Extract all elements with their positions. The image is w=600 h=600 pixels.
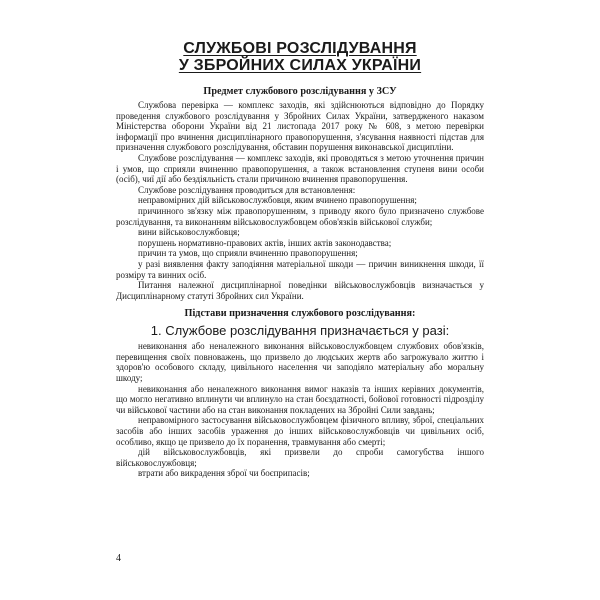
- list-item: вини військовослужбовця;: [138, 227, 240, 238]
- document-title: [116, 40, 484, 74]
- section-heading-grounds: Підстави призначення службового розслідування:: [184, 308, 416, 320]
- list-item: причин та умов, що сприяли вчиненню правопорушення;: [138, 248, 358, 259]
- title-line-1: СЛУЖБОВІ РОЗСЛІДУВАННЯ: [183, 40, 417, 57]
- list-item: у разі виявлення факту заподіяння матеріальної шкоди — причин виникнення шкоди, її розміру та винних осіб.: [116, 258, 484, 280]
- list-item: неправомірного застосування військовослужбовцем фізичного впливу, зброї, спеціальних засобів або інших засобів ураження до інших військовослужбовців чи цивільних осіб, особливо, якщо це призвело до їх поранення, травмування або смерті;: [116, 415, 484, 447]
- numbered-heading: 1. Службове розслідування призначається у разі:: [150, 323, 450, 339]
- paragraph: Службове розслідування проводиться для встановлення:: [138, 184, 356, 195]
- section-heading-subject: Предмет службового розслідування у ЗСУ: [203, 86, 397, 97]
- list-item: втрати або викрадення зброї чи боєприпасів;: [138, 468, 310, 479]
- list-item: неправомірних дій військовослужбовця, яким вчинено правопорушення;: [138, 195, 417, 206]
- paragraph: Службове розслідування — комплекс заходів, які проводяться з метою уточнення причин і умов, що сприяли вчиненню правопорушення, а також встановлення ступеня вини особи (осіб), чиї дії або бездіяльність стали причиною вчинення правопорушення.: [116, 152, 484, 185]
- list-item: невиконання або неналежного виконання військовослужбовцем службових обов'язків, перевищення своїх повноважень, що призвело до людських жертв або загрожувало життю і здоров'ю особового складу, цивільного населення чи заподіяло матеріальну або моральну шкоду;: [116, 341, 484, 384]
- list-item: дій військовослужбовців, які призвели до спроби самогубства іншого військовослужбовця;: [116, 447, 484, 468]
- list-item: невиконання або неналежного виконання вимог наказів та інших керівних документів, що могло негативно вплинути чи вплинуло на стан боєздатності, бойової готовності підрозділу чи військової частини або на стан виконання покладених на Збройні Сили завдань;: [116, 383, 484, 415]
- paragraph: Питання належної дисциплінарної поведінки військовослужбовців визначається у Дисциплінарному статуті Збройних сил України.: [116, 280, 484, 301]
- list-item: причинного зв'язку між правопорушенням, з приводу якого було призначено службове розслідування, та виконанням військовослужбовцем обов'язків військової служби;: [116, 205, 484, 227]
- title-line-2: У ЗБРОЙНИХ СИЛАХ УКРАЇНИ: [178, 57, 422, 74]
- page-number: 4: [116, 553, 121, 564]
- paragraph: Службова перевірка — комплекс заходів, які здійснюються відповідно до Порядку проведення службового розслідування у Збройних Силах України, затвердженого наказом Міністерства оборони України від 21 листопада 2017 року № 608, з метою перевірки інформації про вчинення дисциплінарного правопорушення, з'ясування наявності підстав для призначення службового розслідування, обставин порушення виконавської дисципліни.: [116, 100, 484, 153]
- list-item: порушень нормативно-правових актів, інших актів законодавства;: [138, 237, 392, 248]
